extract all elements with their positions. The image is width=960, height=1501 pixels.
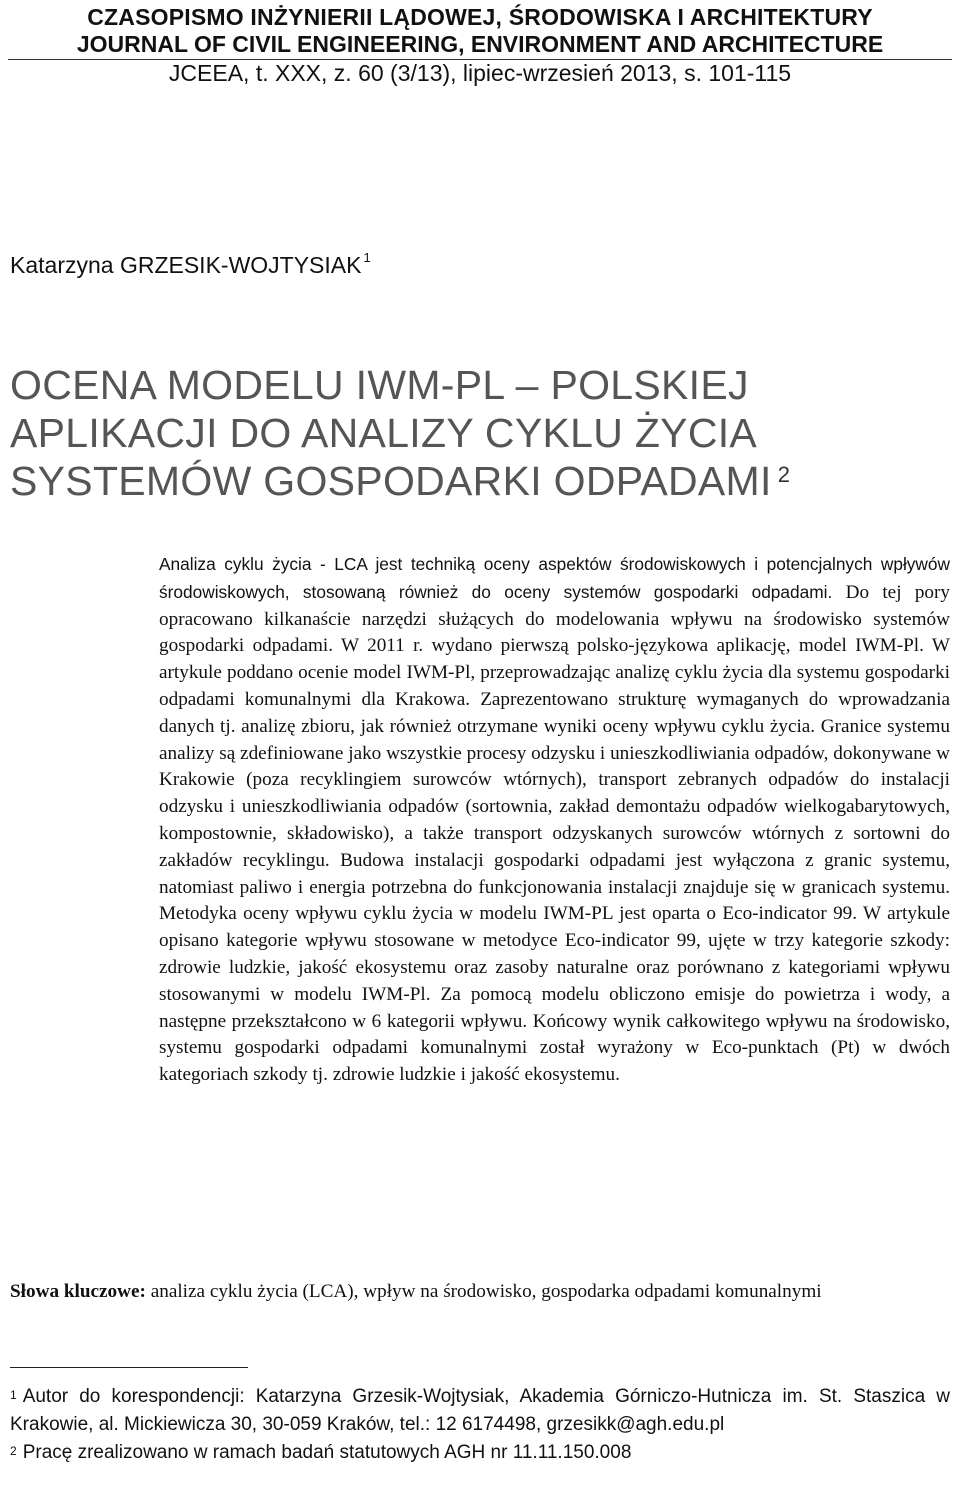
author-footnote-mark: 1 — [363, 250, 371, 265]
article-title — [10, 361, 950, 505]
footnote-2-mark: 2 — [10, 1444, 17, 1458]
journal-citation: JCEEA, t. XXX, z. 60 (3/13), lipiec-wrzesień 2013, s. 101-115 — [168, 60, 792, 86]
journal-name-en: JOURNAL OF CIVIL ENGINEERING, ENVIRONMENT AND ARCHITECTURE — [8, 31, 952, 60]
title-line-1: OCENA MODELU IWM-PL – POLSKIEJ — [10, 362, 749, 408]
footnote-1-mark: 1 — [10, 1388, 17, 1402]
abstract-part-1: Analiza cyklu życia - LCA jest techniką oceny aspektów środowiskowych i potencjalnych wpływów środowiskowych, stosowaną również do oceny systemów gospodarki odpadami. — [159, 554, 950, 602]
footnote-1-text: Autor do korespondencji: Katarzyna Grzesik-Wojtysiak, Akademia Górniczo-Hutnicza im. St. Staszica w Krakowie, al. Mickiewicza 30, 30-059 Kraków, tel.: 12 6174498, grzesikk@agh.edu.pl — [10, 1386, 950, 1435]
title-footnote-mark: 2 — [777, 462, 791, 487]
footnote-2-text: Pracę zrealizowano w ramach badań statutowych AGH nr 11.11.150.008 — [22, 1442, 632, 1463]
journal-header — [0, 4, 960, 87]
keywords-text: analiza cyklu życia (LCA), wpływ na środowisko, gospodarka odpadami komunalnymi — [150, 1281, 822, 1302]
title-line-3: SYSTEMÓW GOSPODARKI ODPADAMI — [10, 458, 772, 504]
title-line-2: APLIKACJI DO ANALIZY CYKLU ŻYCIA — [10, 410, 758, 456]
abstract-part-2: Do tej pory opracowano kilkanaście narzędzi służących do modelowania wpływu na środowisko systemów gospodarki odpadami. W 2011 r. wydano pierwszą polsko-językowa aplikację, model IWM-Pl. W artykule poddano ocenie model IWM-Pl, przeprowadzając analizę cyklu życia dla systemu gospodarki odpadami komunalnymi dla Krakowa. Zaprezentowano strukturę wymaganych do wprowadzania danych tj. analizę zbioru, jak również otrzymane wyniki oceny wpływu cyklu życia. Granice systemu analizy są zdefiniowane jako wszystkie procesy odzysku i unieszkodliwiania odpadów, dokonywane w Krakowie (poza recyklingiem surowców wtórnych), transport zebranych odpadów do instalacji odzysku i unieszkodliwiania odpadów (sortownia, zakład demontażu odpadów wielkogabarytowych, kompostownie, składowisko), a także transport odzyskanych surowców wtórnych z sortowni do zakładów recyklingu. Budowa instalacji gospodarki odpadami jest wyłączona z granic systemu, natomiast paliwo i energia potrzebna do funkcjonowania instalacji znajduje się w granicach systemu. Metodyka oceny wpływu cyklu życia w modelu IWM-PL jest oparta o Eco-indicator 99. W artykule opisano kategorie wpływu stosowane w metodyce Eco-indicator 99, ujęte w trzy kategorie szkody: zdrowie ludzkie, jakość ekosystemu oraz zasoby naturalne oraz porównano z kategoriami wpływu stosowanymi w modelu IWM-Pl. Za pomocą modelu obliczono emisje do powietrza i wody, a następne przekształcono w 6 kategorii wpływu. Końcowy wynik całkowitego wpływu na środowisko, systemu gospodarki odpadami komunalnymi został wyrażony w Eco-punktach (Pt) w dwóch kategoriach szkody tj. zdrowie ludzkie i jakość ekosystemu. — [159, 581, 950, 1086]
footnotes — [10, 1383, 950, 1467]
abstract — [159, 551, 950, 1089]
footnote-1 — [10, 1383, 950, 1439]
keywords — [10, 1278, 950, 1306]
journal-name-pl: CZASOPISMO INŻYNIERII LĄDOWEJ, ŚRODOWISKA I ARCHITEKTURY — [87, 4, 873, 30]
keywords-label: Słowa kluczowe: — [10, 1281, 146, 1302]
footnote-2 — [10, 1439, 950, 1467]
footnote-divider — [10, 1367, 248, 1368]
author-line — [10, 252, 371, 279]
author-name: Katarzyna GRZESIK-WOJTYSIAK — [10, 252, 362, 278]
